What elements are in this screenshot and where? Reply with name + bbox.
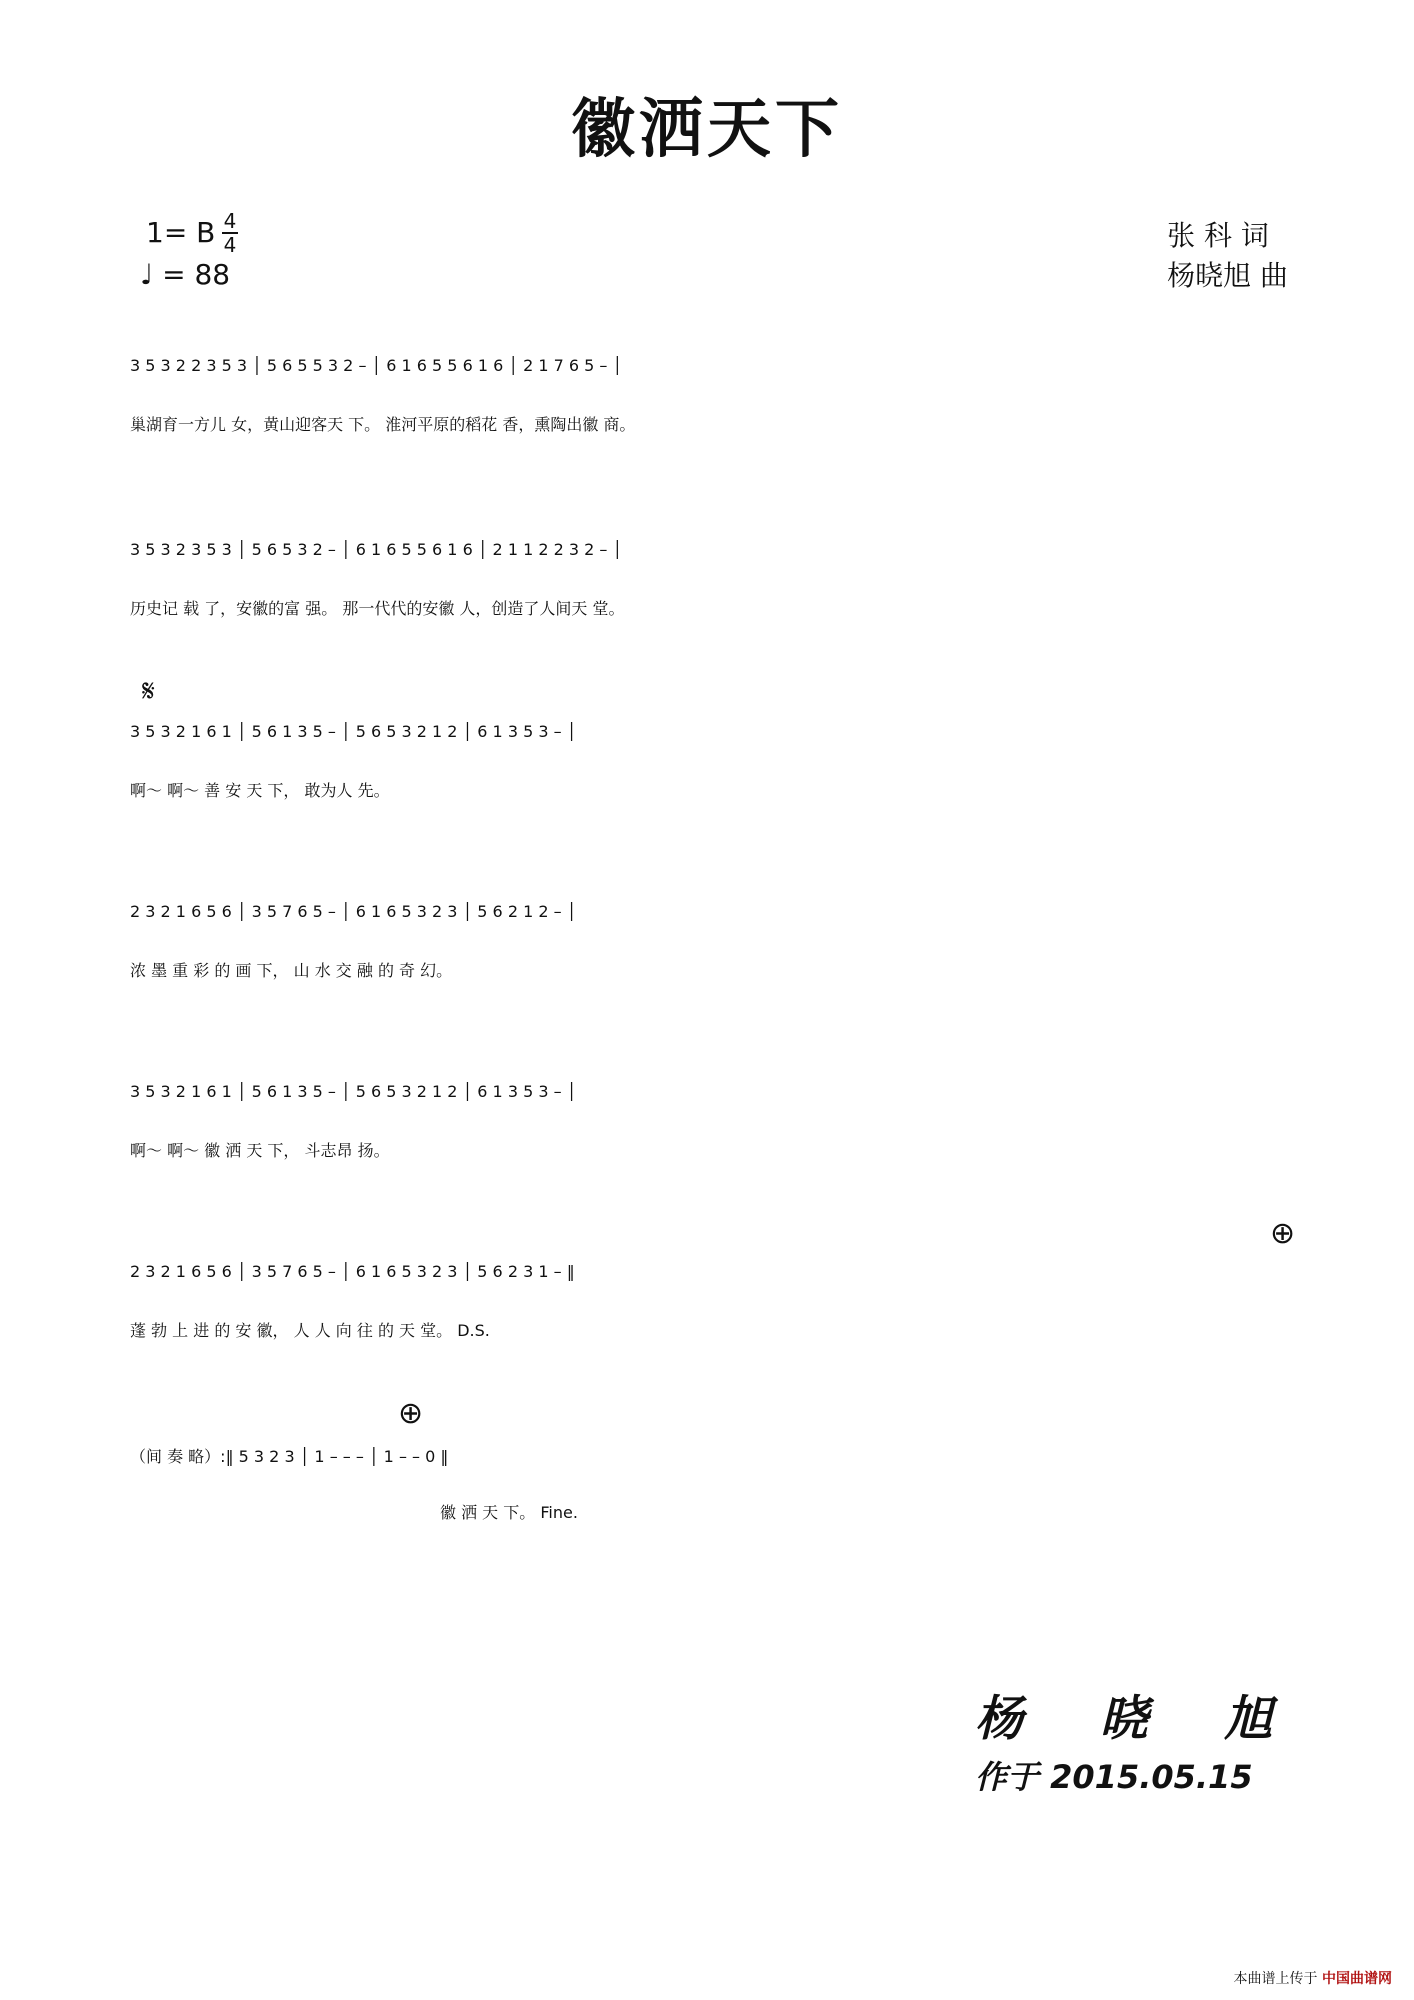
notation: （间 奏 略）:‖ 5 3 2 3 │ 1 – – – │ 1 – – 0 ‖ (130, 1447, 449, 1466)
lyricist-credit: 张 科 词 (1167, 219, 1269, 252)
lyrics: 啊～ 啊～ 徽 洒 天 下， 斗志昂 扬。 (130, 1141, 390, 1160)
segno-sign: 𝄋 (142, 674, 155, 709)
lyrics: 啊～ 啊～ 善 安 天 下， 敢为人 先。 (130, 781, 390, 800)
score-line-2 (130, 540, 1310, 700)
notation: 2 3 2 1 6 5 6 │ 3 5 7 6 5 – │ 6 1 6 5 3 2 3 │ 5 6 2 1 2 – │ (130, 902, 577, 921)
footer-site: 中国曲谱网 (1322, 1971, 1392, 1987)
footer-credit (1234, 1968, 1392, 1988)
notation: 3 5 3 2 1 6 1 │ 5 6 1 3 5 – │ 5 6 5 3 2 1 2 │ 6 1 3 5 3 – │ (130, 1082, 577, 1101)
tempo-marking: ♩ = 88 (140, 258, 231, 291)
time-signature-bottom: 4 (223, 233, 237, 257)
score-line-4 (130, 902, 1310, 1062)
score-line-6 (130, 1262, 1310, 1422)
coda-sign: ⊕ (1270, 1216, 1296, 1251)
time-signature-top: 4 (223, 209, 237, 233)
key-signature: 1= B (146, 216, 216, 249)
score-line-7 (130, 1444, 1310, 1604)
coda-sign-2: ⊕ (398, 1396, 424, 1431)
song-title: 徽洒天下 (571, 93, 843, 167)
lyrics: 历史记 载 了，安徽的富 强。 那一代代的安徽 人，创造了人间天 堂。 (130, 599, 625, 618)
composer-credit: 杨晓旭 曲 (1167, 259, 1288, 292)
composition-date: 作于 2015.05.15 (975, 1758, 1253, 1796)
lyrics: 蓬 勃 上 进 的 安 徽， 人 人 向 往 的 天 堂。 D.S. (130, 1321, 490, 1340)
score-line-1 (130, 356, 1310, 516)
lyrics: 巢湖育一方儿 女，黄山迎客天 下。 淮河平原的稻花 香，熏陶出徽 商。 (130, 415, 636, 434)
notation: 3 5 3 2 2 3 5 3 │ 5 6 5 5 3 2 – │ 6 1 6 5 5 6 1 6 │ 2 1 7 6 5 – │ (130, 356, 623, 375)
notation: 3 5 3 2 1 6 1 │ 5 6 1 3 5 – │ 5 6 5 3 2 1 2 │ 6 1 3 5 3 – │ (130, 722, 577, 741)
notation: 2 3 2 1 6 5 6 │ 3 5 7 6 5 – │ 6 1 6 5 3 2 3 │ 5 6 2 3 1 – ‖ (130, 1262, 575, 1281)
score-line-5 (130, 1082, 1310, 1242)
lyrics: 浓 墨 重 彩 的 画 下， 山 水 交 融 的 奇 幻。 (130, 961, 453, 980)
credits (1167, 216, 1288, 296)
time-signature (222, 210, 238, 256)
notation: 3 5 3 2 3 5 3 │ 5 6 5 3 2 – │ 6 1 6 5 5 6 1 6 │ 2 1 1 2 2 3 2 – │ (130, 540, 623, 559)
composer-signature: 杨 晓 旭 (975, 1691, 1303, 1747)
footer-prefix: 本曲谱上传于 (1233, 1971, 1318, 1987)
lyrics: 徽 洒 天 下。 Fine. (440, 1503, 578, 1522)
score-line-3 (130, 722, 1310, 882)
